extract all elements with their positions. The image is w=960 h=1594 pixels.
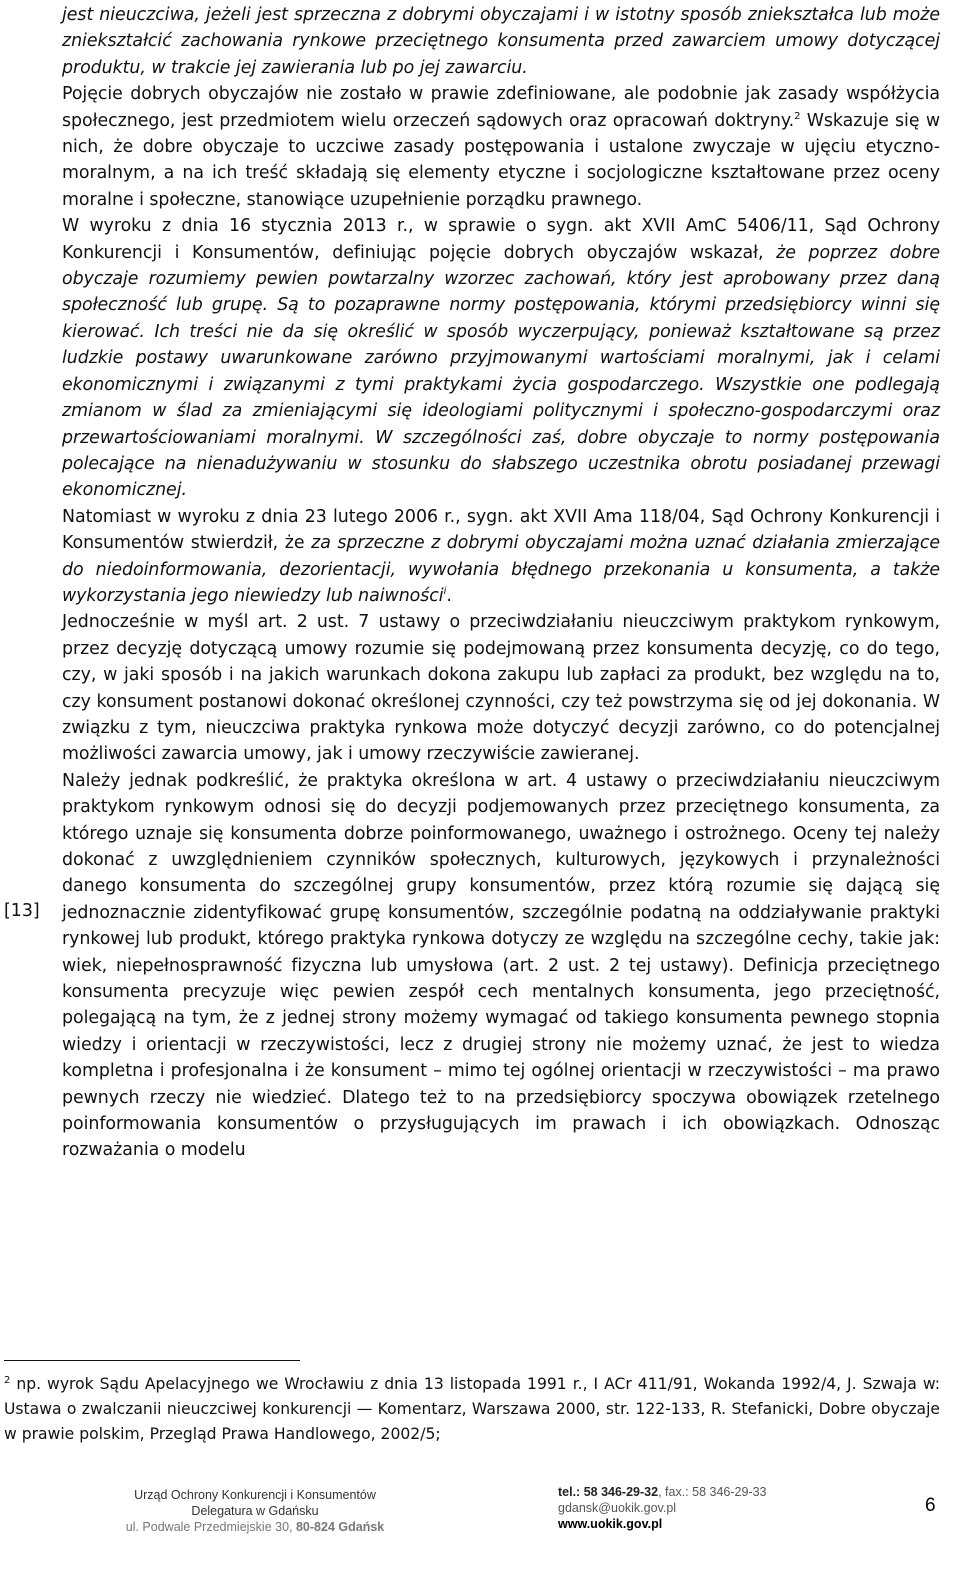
tel-number: 58 346-29-32 <box>583 1485 659 1499</box>
body-text <box>62 2 940 1164</box>
email-link[interactable]: gdansk@uokik.gov.pl <box>558 1501 677 1515</box>
page-number: 6 <box>925 1495 936 1516</box>
footnote-number: 2 <box>4 1375 11 1386</box>
paragraph-good-customs <box>62 81 940 213</box>
footnote-divider <box>4 1360 300 1361</box>
endnote-mark: i <box>443 585 447 597</box>
footer-contact <box>558 1484 766 1532</box>
phone-line <box>558 1484 766 1500</box>
postal-city: 80-824 Gdańsk <box>295 1520 385 1534</box>
judgment-2006-end: . <box>446 585 452 606</box>
footnote <box>4 1372 940 1447</box>
office-address <box>90 1519 420 1535</box>
paragraph-judgment-2013 <box>62 213 940 503</box>
judgment-2006-intro: Natomiast w wyroku z dnia 23 lutego 2006 r., sygn. akt XVII Ama 118/04, Sąd Ochrony Konkurencji i Konsumentów stwierdził, że <box>62 506 940 554</box>
footnote-ref: 2 <box>794 110 801 122</box>
good-customs-text: Pojęcie dobrych obyczajów nie zostało w prawie zdefiniowane, ale podobnie jak zasady współżycia społecznego, jest przedmiotem wielu orzeczeń sądowych oraz opracowań doktryny. <box>62 84 940 131</box>
judgment-2013-quote: że poprzez dobre obyczaje rozumiemy pewien powtarzalny wzorzec zachowań, który jest aprobowany przez daną społeczność lub grupę. Są to pozaprawne normy postępowania, którymi przedsiębiorcy winni się kierować. Ich treści nie da się określić w sposób wyczerpujący, ponieważ kształtowane są przez ludzkie postawy uwarunkowane zarówno przyjmowanymi wartościami moralnymi, jak i celami ekonomicznymi i związanymi z tymi praktykami życia gospodarczego. Wszystkie one podlegają zmianom w ślad za zmieniającymi się ideologiami politycznymi i społeczno-gospodarczymi oraz przewartościowaniami moralnymi. W szczególności zaś, dobre obyczaje to normy postępowania polecające na nienadużywaniu w stosunku do słabszego uczestnika obrotu posiadanej przewagi ekonomicznej. <box>62 242 940 501</box>
tel-label: tel.: <box>558 1485 584 1499</box>
office-name: Urząd Ochrony Konkurencji i Konsumentów <box>134 1488 376 1502</box>
paragraph-judgment-2006 <box>62 504 940 610</box>
paragraph-definition-end: jest nieuczciwa, jeżeli jest sprzeczna z dobrymi obyczajami i w istotny sposób zniekształca lub może zniekształcić zachowania rynkowe przeciętnego konsumenta przed zawarciem umowy dotyczącej produktu, w trakcie jej zawierania lub po jej zawarciu. <box>62 5 940 78</box>
footnote-text: np. wyrok Sądu Apelacyjnego we Wrocławiu z dnia 13 listopada 1991 r., I ACr 411/91, Wokanda 1992/4, J. Szwaja w: Ustawa o zwalczanii nieuczciwej konkurencji — Komentarz, Warszawa 2000, str. 122-133, R. Stefanicki, Dobre obyczaje w prawie polskim, Przegląd Prawa Handlowego, 2002/5; <box>4 1375 940 1443</box>
good-customs-text-cont: Wskazuje się w nich, że dobre obyczaje to uczciwe zasady postępowania i ustalone zwyczaje w ujęciu etyczno-moralnym, a na ich treść składają się elementy etyczne i socjologiczne kształtowane przez oceny moralne i społeczne, stanowiące uzupełnienie porządku prawnego. <box>62 110 940 210</box>
street: ul. Podwale Przedmiejskie 30, <box>125 1520 296 1534</box>
paragraph-number: [13] <box>4 901 40 921</box>
judgment-2006-quote: za sprzeczne z dobrymi obyczajami można uznać działania zmierzające do niedoinformowania, dezorientacji, wywołania błędnego przekonania u konsumenta, a także wykorzystania jego niewiedzy lub naiwności <box>62 533 941 606</box>
website-link[interactable]: www.uokik.gov.pl <box>558 1517 663 1531</box>
paragraph-article-2: Jednocześnie w myśl art. 2 ust. 7 ustawy o przeciwdziałaniu nieuczciwym praktykom rynkowym, przez decyzję dotyczącą umowy rozumie się podejmowaną przez konsumenta decyzję, co do tego, czy, w jaki sposób i na jakich warunkach dokona zakupu lub zapłaci za produkt, bez względu na to, czy konsument postanowi dokonać określonej czynności, czy też powstrzyma się od jej dokonania. W związku z tym, nieuczciwa praktyka rynkowa może dotyczyć decyzji zarówno, co do potencjalnej możliwości zawarcia umowy, jak i umowy rzeczywiście zawieranej. <box>62 612 940 765</box>
delegation-name: Delegatura w Gdańsku <box>191 1504 319 1518</box>
fax-number: , fax.: 58 346-29-33 <box>658 1485 767 1499</box>
judgment-2013-intro: W wyroku z dnia 16 stycznia 2013 r., w sprawie o sygn. akt XVII AmC 5406/11, Sąd Ochrony Konkurencji i Konsumentów, definiując pojęcie dobrych obyczajów wskazał, <box>62 216 940 263</box>
footer-office-info <box>90 1487 420 1535</box>
paragraph-13: Należy jednak podkreślić, że praktyka określona w art. 4 ustawy o przeciwdziałaniu nieuczciwym praktykom rynkowym odnosi się do decyzji podjemowanych przez przeciętnego konsumenta, za którego uznaje się konsumenta dobrze poinformowanego, uważnego i ostrożnego. Oceny tej należy dokonać z uwzględnieniem czynników społecznych, kulturowych, językowych i przynależności danego konsumenta do szczególnej grupy konsumentów, przez którą rozumie się dającą się jednoznacznie zidentyfikować grupę konsumentów, szczególnie podatną na oddziaływanie praktyki rynkowej lub produkt, którego praktyka rynkowa dotyczy ze względu na szczególne cechy, takie jak: wiek, niepełnosprawność fizyczna lub umysłowa (art. 2 ust. 2 tej ustawy). Definicja przeciętnego konsumenta precyzuje więc pewien zespół cech mentalnych konsumenta, jego przeciętność, polegającą na tym, że z jednej strony możemy wymagać od takiego konsumenta pewnego stopnia wiedzy i orientacji w rzeczywistości, lecz z drugiej strony nie możemy uznać, że jest to wiedza kompletna i profesjonalna i że konsument – mimo tej ogólnej orientacji w rzeczywistości – ma prawo pewnych rzeczy nie wiedzieć. Dlatego też to na przedsiębiorcy spoczywa obowiązek rzetelnego poinformowania konsumentów o przysługujących im prawach i ich obowiązkach. Odnosząc rozważania o modelu <box>62 770 940 1161</box>
